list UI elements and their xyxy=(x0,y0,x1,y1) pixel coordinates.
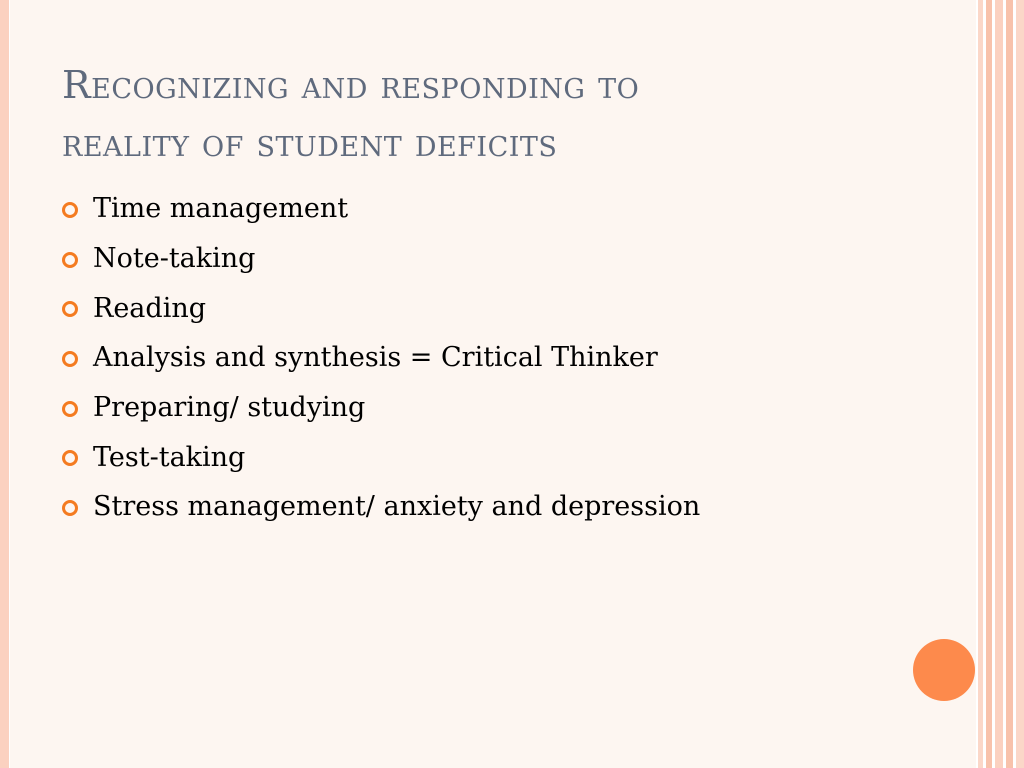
bullet-list xyxy=(62,184,700,532)
hollow-circle-bullet-icon xyxy=(62,252,78,268)
bullet-text: Analysis and synthesis = Critical Thinker xyxy=(93,342,658,374)
bullet-item xyxy=(62,184,700,234)
hollow-circle-bullet-icon xyxy=(62,450,78,466)
right-border-stripe xyxy=(1016,0,1024,768)
bullet-text: Preparing/ studying xyxy=(93,392,366,424)
hollow-circle-bullet-icon xyxy=(62,500,78,516)
slide-title-line-2: reality of student deficits xyxy=(62,121,558,165)
right-border-stripe xyxy=(978,0,983,768)
bullet-item xyxy=(62,383,700,433)
hollow-circle-bullet-icon xyxy=(62,401,78,417)
bullet-item xyxy=(62,283,700,333)
left-border-stripe xyxy=(0,0,9,768)
right-border-stripe xyxy=(986,0,992,768)
bullet-text: Test-taking xyxy=(93,441,246,473)
right-border-stripe xyxy=(1006,0,1013,768)
orange-circle-icon xyxy=(913,639,975,701)
slide-title xyxy=(62,56,942,172)
bullet-text: Stress management/ anxiety and depression xyxy=(93,491,701,523)
bullet-item xyxy=(62,333,700,383)
bullet-item xyxy=(62,482,700,532)
hollow-circle-bullet-icon xyxy=(62,351,78,367)
bullet-text: Reading xyxy=(93,292,206,324)
bullet-text: Time management xyxy=(93,193,349,225)
hollow-circle-bullet-icon xyxy=(62,202,78,218)
bullet-item xyxy=(62,234,700,284)
hollow-circle-bullet-icon xyxy=(62,301,78,317)
bullet-text: Note-taking xyxy=(93,243,256,275)
slide-title-line-1: Recognizing and responding to xyxy=(62,63,640,107)
bullet-item xyxy=(62,432,700,482)
right-border-stripe xyxy=(995,0,1003,768)
